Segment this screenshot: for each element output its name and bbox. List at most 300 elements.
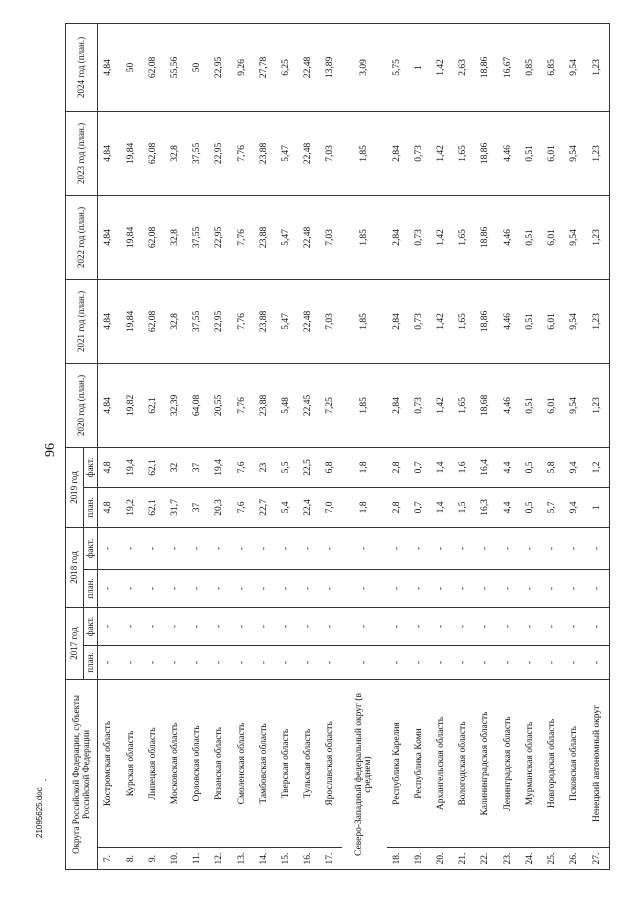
value-cell: 4,4 <box>497 447 519 487</box>
value-cell: 1,65 <box>453 279 475 363</box>
value-cell: - <box>342 607 386 645</box>
value-cell: 23,88 <box>254 111 276 195</box>
value-cell: 62,08 <box>143 195 165 279</box>
row-number: 23. <box>497 848 519 870</box>
value-cell: - <box>431 569 453 607</box>
header-2018-fact: факт. <box>84 527 98 569</box>
value-cell: - <box>187 607 209 645</box>
value-cell: 16,67 <box>497 23 519 111</box>
value-cell: 0,73 <box>409 195 431 279</box>
region-name: Липецкая область <box>143 680 165 848</box>
value-cell: - <box>387 527 409 569</box>
table-row <box>586 23 609 869</box>
value-cell: 1,42 <box>431 363 453 447</box>
value-cell: - <box>254 527 276 569</box>
value-cell: - <box>453 607 475 645</box>
value-cell: - <box>165 527 187 569</box>
row-number: 18. <box>387 848 409 870</box>
table-row <box>453 23 475 869</box>
footer-filename: 21095625.doc <box>35 787 44 838</box>
value-cell: - <box>187 646 209 680</box>
value-cell: - <box>165 607 187 645</box>
value-cell: 0,5 <box>520 487 542 527</box>
value-cell: 9,54 <box>564 363 586 447</box>
value-cell: 1,8 <box>342 487 386 527</box>
value-cell: - <box>276 607 298 645</box>
value-cell: 23,88 <box>254 195 276 279</box>
value-cell: - <box>431 527 453 569</box>
value-cell: - <box>232 646 254 680</box>
table-row <box>431 23 453 869</box>
value-cell: 50 <box>121 23 143 111</box>
value-cell: 62,08 <box>143 279 165 363</box>
value-cell: 32 <box>165 447 187 487</box>
value-cell: 0,85 <box>520 23 542 111</box>
value-cell: 32,8 <box>165 279 187 363</box>
value-cell: - <box>497 569 519 607</box>
region-name: Ленинградская область <box>497 680 519 848</box>
row-number: 27. <box>586 848 609 870</box>
value-cell: 4,84 <box>98 23 121 111</box>
value-cell: 22,95 <box>209 111 231 195</box>
value-cell: 7,76 <box>232 363 254 447</box>
header-2017-plan: план. <box>84 646 98 680</box>
value-cell: - <box>564 527 586 569</box>
value-cell: 1,23 <box>586 195 609 279</box>
region-name: Смоленская область <box>232 680 254 848</box>
value-cell: - <box>431 607 453 645</box>
value-cell: - <box>342 646 386 680</box>
value-cell: - <box>254 607 276 645</box>
value-cell: 9,54 <box>564 23 586 111</box>
value-cell: 19,82 <box>121 363 143 447</box>
value-cell: - <box>387 646 409 680</box>
margin-mark: ' <box>45 778 47 787</box>
data-table <box>65 23 610 870</box>
value-cell: 0,51 <box>520 195 542 279</box>
value-cell: 6,01 <box>542 363 564 447</box>
value-cell: - <box>320 646 342 680</box>
value-cell: 7,76 <box>232 279 254 363</box>
value-cell: 22,7 <box>254 487 276 527</box>
value-cell: 5,47 <box>276 111 298 195</box>
header-2019-fact: факт. <box>84 447 98 487</box>
value-cell: 6,25 <box>276 23 298 111</box>
value-cell: 1,42 <box>431 195 453 279</box>
district-row <box>342 23 386 869</box>
row-number: 12. <box>209 848 231 870</box>
value-cell: 5,5 <box>276 447 298 487</box>
header-2024: 2024 год (план.) <box>66 23 98 111</box>
value-cell: - <box>475 569 497 607</box>
region-name: Рязанская область <box>209 680 231 848</box>
value-cell: - <box>143 527 165 569</box>
table-row <box>542 23 564 869</box>
value-cell: 5,47 <box>276 195 298 279</box>
value-cell: 6,01 <box>542 111 564 195</box>
value-cell: 22,45 <box>298 363 320 447</box>
region-name: Тульская область <box>298 680 320 848</box>
value-cell: - <box>98 646 121 680</box>
value-cell: 22,95 <box>209 23 231 111</box>
value-cell: 5,48 <box>276 363 298 447</box>
value-cell: 4,84 <box>98 279 121 363</box>
value-cell: 22,5 <box>298 447 320 487</box>
value-cell: 4,84 <box>98 195 121 279</box>
table-row <box>475 23 497 869</box>
value-cell: - <box>143 607 165 645</box>
value-cell: - <box>276 646 298 680</box>
row-number: 16. <box>298 848 320 870</box>
value-cell: 27,78 <box>254 23 276 111</box>
value-cell: 0,7 <box>409 487 431 527</box>
region-name: Тверская область <box>276 680 298 848</box>
value-cell: 22,48 <box>298 111 320 195</box>
value-cell: 9,26 <box>232 23 254 111</box>
value-cell: - <box>520 646 542 680</box>
value-cell: 19,2 <box>121 487 143 527</box>
value-cell: - <box>564 646 586 680</box>
header-year-2018: 2018 год <box>66 527 84 607</box>
value-cell: - <box>475 646 497 680</box>
value-cell: 22,95 <box>209 195 231 279</box>
region-name: Республика Карелия <box>387 680 409 848</box>
value-cell: 1,8 <box>342 447 386 487</box>
value-cell: - <box>564 569 586 607</box>
header-2018-plan: план. <box>84 569 98 607</box>
value-cell: 4,4 <box>497 487 519 527</box>
value-cell: 3,09 <box>342 23 386 111</box>
table-row <box>409 23 431 869</box>
value-cell: 1,23 <box>586 363 609 447</box>
value-cell: - <box>542 607 564 645</box>
value-cell: 1,4 <box>431 487 453 527</box>
table-row <box>276 23 298 869</box>
value-cell: 18,68 <box>475 363 497 447</box>
row-number: 10. <box>165 848 187 870</box>
value-cell: - <box>342 569 386 607</box>
table-row <box>121 23 143 869</box>
value-cell: 32,8 <box>165 111 187 195</box>
value-cell: - <box>121 527 143 569</box>
value-cell: 32,39 <box>165 363 187 447</box>
row-number: 9. <box>143 848 165 870</box>
value-cell: - <box>298 646 320 680</box>
value-cell: 1,42 <box>431 279 453 363</box>
value-cell: 5,7 <box>542 487 564 527</box>
header-year-2017: 2017 год <box>66 607 84 679</box>
row-number: 17. <box>320 848 342 870</box>
region-name: Орловская область <box>187 680 209 848</box>
value-cell: 1,65 <box>453 111 475 195</box>
value-cell: 1,2 <box>586 447 609 487</box>
value-cell: - <box>187 527 209 569</box>
value-cell: 20,55 <box>209 363 231 447</box>
value-cell: - <box>320 569 342 607</box>
value-cell: 6,8 <box>320 447 342 487</box>
value-cell: - <box>542 646 564 680</box>
value-cell: 19,84 <box>121 279 143 363</box>
value-cell: 1 <box>586 487 609 527</box>
value-cell: - <box>342 527 386 569</box>
value-cell: 5,8 <box>542 447 564 487</box>
row-number: 14. <box>254 848 276 870</box>
value-cell: 62,1 <box>143 487 165 527</box>
value-cell: 4,84 <box>98 111 121 195</box>
value-cell: 18,86 <box>475 111 497 195</box>
value-cell: 23,88 <box>254 363 276 447</box>
page-number: 96 <box>43 443 58 457</box>
value-cell: - <box>276 569 298 607</box>
region-name: Костромская область <box>98 680 121 848</box>
value-cell: 18,86 <box>475 23 497 111</box>
value-cell: - <box>165 646 187 680</box>
value-cell: - <box>409 607 431 645</box>
value-cell: 18,86 <box>475 195 497 279</box>
value-cell: 7,6 <box>232 447 254 487</box>
row-number: 21. <box>453 848 475 870</box>
value-cell: - <box>497 527 519 569</box>
value-cell: 1,65 <box>453 363 475 447</box>
table-row <box>143 23 165 869</box>
value-cell: - <box>387 607 409 645</box>
value-cell: - <box>520 527 542 569</box>
value-cell: - <box>586 527 609 569</box>
value-cell: - <box>475 607 497 645</box>
value-cell: 37 <box>187 487 209 527</box>
value-cell: - <box>387 569 409 607</box>
value-cell: 9,54 <box>564 111 586 195</box>
region-name: Новгородская область <box>542 680 564 848</box>
value-cell: 23,88 <box>254 279 276 363</box>
value-cell: 6,85 <box>542 23 564 111</box>
region-name: Ненецкий автономный округ <box>586 680 609 848</box>
header-2023: 2023 год (план.) <box>66 111 98 195</box>
value-cell: 50 <box>187 23 209 111</box>
value-cell: - <box>298 607 320 645</box>
table-row <box>98 23 121 869</box>
value-cell: - <box>298 569 320 607</box>
value-cell: - <box>209 527 231 569</box>
value-cell: 5,75 <box>387 23 409 111</box>
value-cell: 7,76 <box>232 111 254 195</box>
header-region: Округа Российской Федерации, субъекты Российской Федерации <box>66 680 98 870</box>
value-cell: 1,4 <box>431 447 453 487</box>
row-number: 24. <box>520 848 542 870</box>
value-cell: - <box>320 607 342 645</box>
table-row <box>320 23 342 869</box>
value-cell: - <box>431 646 453 680</box>
value-cell: 55,56 <box>165 23 187 111</box>
table-row <box>209 23 231 869</box>
value-cell: - <box>409 646 431 680</box>
value-cell: 6,01 <box>542 195 564 279</box>
rotated-table-container <box>65 24 610 870</box>
value-cell: 62,1 <box>143 363 165 447</box>
value-cell: - <box>475 527 497 569</box>
value-cell: 19,84 <box>121 111 143 195</box>
value-cell: - <box>320 527 342 569</box>
value-cell: - <box>232 607 254 645</box>
value-cell: - <box>520 607 542 645</box>
value-cell: 7,25 <box>320 363 342 447</box>
value-cell: - <box>453 646 475 680</box>
table-body <box>98 23 610 869</box>
value-cell: 9,4 <box>564 487 586 527</box>
value-cell: 22,48 <box>298 195 320 279</box>
value-cell: - <box>586 607 609 645</box>
value-cell: - <box>98 607 121 645</box>
value-cell: - <box>586 569 609 607</box>
value-cell: 0,73 <box>409 279 431 363</box>
value-cell: 23 <box>254 447 276 487</box>
value-cell: 1 <box>409 23 431 111</box>
row-number: 13. <box>232 848 254 870</box>
region-name: Вологодская область <box>453 680 475 848</box>
value-cell: 22,4 <box>298 487 320 527</box>
value-cell: - <box>453 527 475 569</box>
table-row <box>254 23 276 869</box>
value-cell: 7,03 <box>320 279 342 363</box>
value-cell: - <box>564 607 586 645</box>
header-2021: 2021 год (план.) <box>66 279 98 363</box>
region-name: Московская область <box>165 680 187 848</box>
value-cell: 7,03 <box>320 195 342 279</box>
value-cell: 37,55 <box>187 279 209 363</box>
value-cell: 2,84 <box>387 111 409 195</box>
value-cell: - <box>98 527 121 569</box>
value-cell: 7,6 <box>232 487 254 527</box>
row-number: 26. <box>564 848 586 870</box>
value-cell: 0,7 <box>409 447 431 487</box>
value-cell: 2,63 <box>453 23 475 111</box>
value-cell: 1,65 <box>453 195 475 279</box>
value-cell: - <box>165 569 187 607</box>
value-cell: 4,46 <box>497 195 519 279</box>
value-cell: 18,86 <box>475 279 497 363</box>
value-cell: - <box>254 646 276 680</box>
value-cell: 1,85 <box>342 279 386 363</box>
row-number: 20. <box>431 848 453 870</box>
value-cell: 1,42 <box>431 23 453 111</box>
value-cell: 32,8 <box>165 195 187 279</box>
value-cell: 1,85 <box>342 195 386 279</box>
value-cell: 6,01 <box>542 279 564 363</box>
value-cell: 1,5 <box>453 487 475 527</box>
value-cell: - <box>254 569 276 607</box>
table-row <box>165 23 187 869</box>
row-number: 22. <box>475 848 497 870</box>
value-cell: 13,89 <box>320 23 342 111</box>
table-row <box>187 23 209 869</box>
value-cell: 1,6 <box>453 447 475 487</box>
value-cell: - <box>209 646 231 680</box>
value-cell: 62,08 <box>143 111 165 195</box>
value-cell: 62,1 <box>143 447 165 487</box>
table-row <box>387 23 409 869</box>
value-cell: 1,85 <box>342 363 386 447</box>
region-name: Мурманская область <box>520 680 542 848</box>
value-cell: 7,0 <box>320 487 342 527</box>
value-cell: 19,4 <box>209 447 231 487</box>
table-row <box>497 23 519 869</box>
value-cell: 0,5 <box>520 447 542 487</box>
value-cell: 5,47 <box>276 279 298 363</box>
value-cell: - <box>497 646 519 680</box>
value-cell: 2,84 <box>387 363 409 447</box>
value-cell: 9,54 <box>564 279 586 363</box>
region-name: Ярославская область <box>320 680 342 848</box>
value-cell: 0,51 <box>520 279 542 363</box>
value-cell: - <box>187 569 209 607</box>
value-cell: 7,03 <box>320 111 342 195</box>
value-cell: 4,46 <box>497 111 519 195</box>
value-cell: 37,55 <box>187 111 209 195</box>
value-cell: 0,73 <box>409 111 431 195</box>
row-number: 8. <box>121 848 143 870</box>
value-cell: - <box>121 646 143 680</box>
value-cell: - <box>98 569 121 607</box>
row-number: 19. <box>409 848 431 870</box>
table-row <box>564 23 586 869</box>
value-cell: 16,3 <box>475 487 497 527</box>
value-cell: 16,4 <box>475 447 497 487</box>
value-cell: 62,08 <box>143 23 165 111</box>
header-2019-plan: план. <box>84 487 98 527</box>
value-cell: 1,85 <box>342 111 386 195</box>
region-name: Калининградская область <box>475 680 497 848</box>
header-2017-fact: факт. <box>84 607 98 645</box>
value-cell: - <box>542 527 564 569</box>
value-cell: - <box>276 527 298 569</box>
region-name: Псковская область <box>564 680 586 848</box>
district-name: Северо-Западный федеральный округ (в среднем) <box>342 680 386 870</box>
value-cell: 0,73 <box>409 363 431 447</box>
value-cell: 37 <box>187 447 209 487</box>
row-number: 25. <box>542 848 564 870</box>
value-cell: 64,08 <box>187 363 209 447</box>
value-cell: 1,23 <box>586 111 609 195</box>
value-cell: - <box>143 569 165 607</box>
row-number: 15. <box>276 848 298 870</box>
row-number: 7. <box>98 848 121 870</box>
value-cell: - <box>542 569 564 607</box>
value-cell: 0,51 <box>520 111 542 195</box>
region-name: Республика Коми <box>409 680 431 848</box>
value-cell: - <box>409 527 431 569</box>
value-cell: - <box>232 527 254 569</box>
value-cell: 1,23 <box>586 279 609 363</box>
value-cell: 1,23 <box>586 23 609 111</box>
value-cell: 20,3 <box>209 487 231 527</box>
value-cell: - <box>409 569 431 607</box>
header-2020: 2020 год (план.) <box>66 363 98 447</box>
value-cell: - <box>209 607 231 645</box>
region-name: Курская область <box>121 680 143 848</box>
value-cell: 5,4 <box>276 487 298 527</box>
value-cell: 1,42 <box>431 111 453 195</box>
value-cell: 2,84 <box>387 195 409 279</box>
value-cell: - <box>586 646 609 680</box>
value-cell: 22,48 <box>298 279 320 363</box>
value-cell: 2,84 <box>387 279 409 363</box>
value-cell: 19,84 <box>121 195 143 279</box>
value-cell: - <box>209 569 231 607</box>
table-row <box>298 23 320 869</box>
region-name: Архангельская область <box>431 680 453 848</box>
value-cell: - <box>232 569 254 607</box>
table-header <box>66 23 98 869</box>
